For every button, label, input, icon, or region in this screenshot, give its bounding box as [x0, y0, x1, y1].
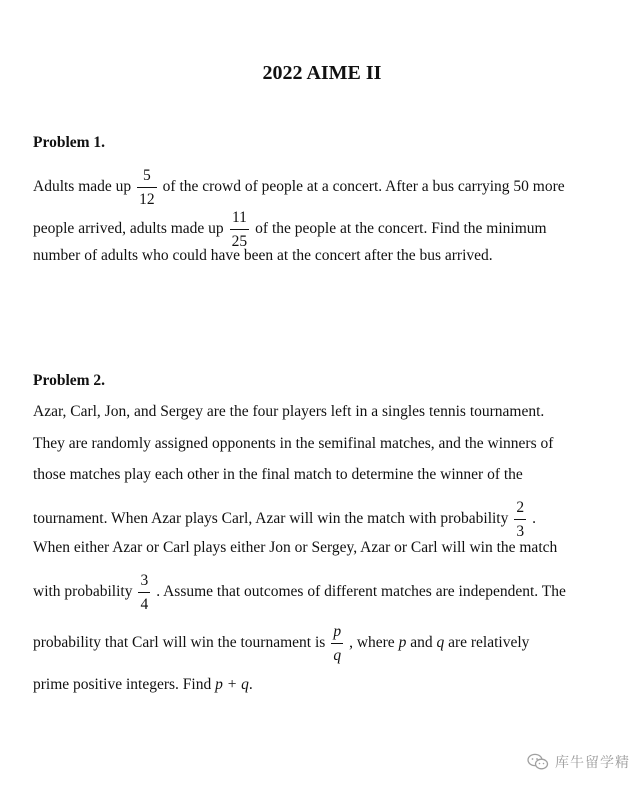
- variable-p: p: [398, 634, 407, 652]
- problem-2-line-2: They are randomly assigned opponents in the semifinal matches, and the winners of: [33, 435, 554, 452]
- text-segment: probability that Carl will win the tournament is: [33, 634, 326, 652]
- text-segment: . Assume that outcomes of different matches are independent. The: [156, 583, 566, 601]
- text-segment: prime positive integers. Find: [33, 676, 212, 693]
- problem-2-heading: Problem 2.: [33, 372, 106, 389]
- text-segment: of the crowd of people at a concert. After a bus carrying 50 more: [162, 178, 565, 196]
- fraction-denominator: 3: [516, 522, 525, 540]
- problem-2-line-4: [33, 500, 536, 539]
- text-segment: .: [248, 676, 253, 693]
- fraction-numerator: p: [331, 624, 343, 644]
- fraction-denominator: q: [333, 646, 342, 664]
- problem-1-line-1: [33, 168, 565, 207]
- problem-2-line-3: those matches play each other in the final match to determine the winner of the: [33, 466, 523, 483]
- problem-2-line-7: [33, 624, 529, 663]
- fraction-numerator: 2: [514, 500, 526, 520]
- wechat-icon: [527, 753, 549, 771]
- text-segment: of the people at the concert. Find the minimum: [255, 220, 547, 238]
- problem-2-line-1: Azar, Carl, Jon, and Sergey are the four players left in a singles tennis tournament.: [33, 403, 545, 420]
- fraction-denominator: 25: [231, 232, 248, 250]
- text-segment: people arrived, adults made up: [33, 220, 224, 238]
- variable-q: q: [436, 634, 445, 652]
- fraction-denominator: 4: [140, 595, 149, 613]
- text-segment: and: [410, 634, 433, 652]
- fraction-3-4: [138, 573, 150, 612]
- text-segment: , where: [349, 634, 395, 652]
- text-segment: are relatively: [448, 634, 530, 652]
- watermark: [527, 752, 630, 772]
- problem-1-line-2: [33, 210, 547, 249]
- text-segment: with probability: [33, 583, 133, 601]
- fraction-denominator: 12: [139, 190, 155, 208]
- fraction-2-3: [514, 500, 526, 539]
- problem-2-line-6: [33, 573, 566, 612]
- text-segment: .: [532, 510, 536, 528]
- watermark-text: 库牛留学精: [555, 755, 630, 771]
- problem-2-line-8: [33, 675, 253, 695]
- expression-p-plus-q: p + q: [215, 676, 249, 693]
- fraction-p-q: [331, 624, 343, 663]
- problem-1-heading: Problem 1.: [33, 134, 106, 151]
- problem-1-line-3: number of adults who could have been at the concert after the bus arrived.: [33, 247, 493, 264]
- fraction-numerator: 3: [138, 573, 150, 593]
- fraction-numerator: 11: [230, 210, 250, 230]
- text-segment: Adults made up: [33, 178, 132, 196]
- problem-2-line-5: When either Azar or Carl plays either Jon or Sergey, Azar or Carl will win the match: [33, 539, 558, 556]
- fraction-5-12: [137, 168, 157, 207]
- page-title: 2022 AIME II: [262, 62, 382, 84]
- text-segment: tournament. When Azar plays Carl, Azar will win the match with probability: [33, 510, 509, 528]
- fraction-numerator: 5: [137, 168, 157, 188]
- fraction-11-25: [230, 210, 250, 249]
